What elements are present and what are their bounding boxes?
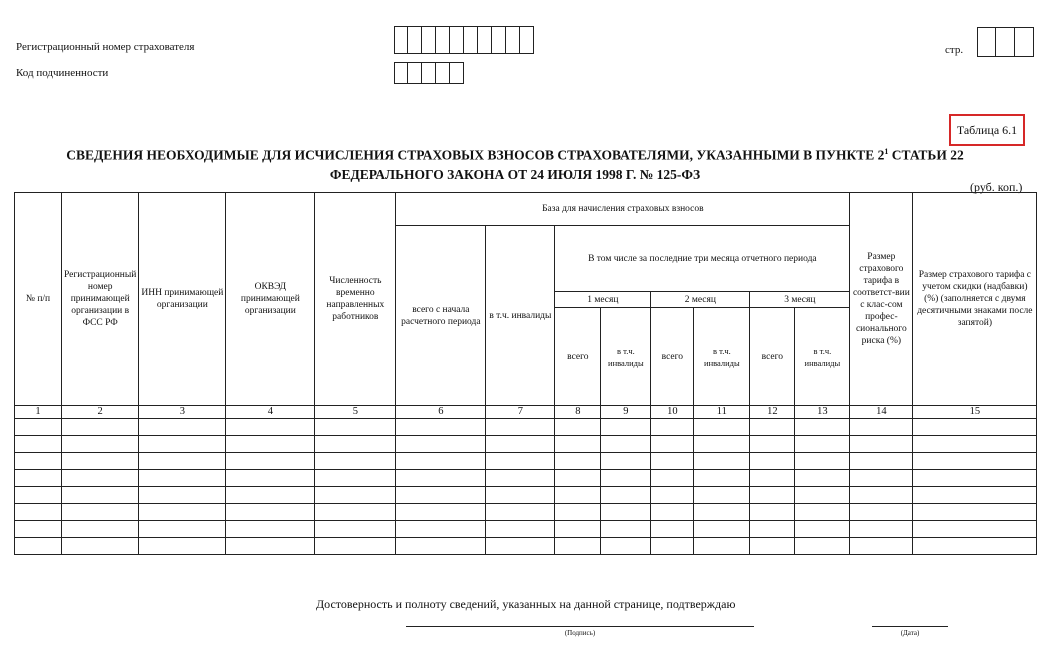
table-cell[interactable]	[913, 419, 1037, 436]
table-cell[interactable]	[850, 521, 913, 538]
table-cell[interactable]	[850, 470, 913, 487]
table-cell[interactable]	[226, 487, 315, 504]
column-number-row	[15, 406, 1037, 419]
table-cell[interactable]	[15, 521, 62, 538]
table-cell[interactable]	[396, 487, 486, 504]
table-cell[interactable]	[913, 453, 1037, 470]
table-cell[interactable]	[795, 504, 850, 521]
table-cell[interactable]	[486, 470, 555, 487]
header-tariff-discount: Размер страхового тарифа с учетом скидки (надбавки) (%) (заполняется с двумя десятичными знаками после запятой)	[913, 193, 1037, 406]
table-cell[interactable]	[750, 538, 795, 555]
document-title	[40, 142, 990, 184]
column-number: 15	[913, 406, 1037, 419]
table-cell[interactable]	[651, 538, 694, 555]
table-cell[interactable]	[750, 419, 795, 436]
header-employee-count: Численность временно направленных работников	[315, 193, 396, 406]
char-cell[interactable]	[464, 26, 478, 54]
table-cell[interactable]	[913, 436, 1037, 453]
table-cell[interactable]	[396, 436, 486, 453]
date-caption: (Дата)	[900, 629, 920, 637]
table-cell[interactable]	[396, 470, 486, 487]
table-cell[interactable]	[62, 504, 139, 521]
subordination-code-field[interactable]	[394, 62, 464, 84]
confirmation-text: Достоверность и полноту сведений, указанных на данной странице, подтверждаю	[316, 597, 736, 611]
table-cell[interactable]	[486, 521, 555, 538]
table-cell[interactable]	[139, 436, 226, 453]
table-cell[interactable]	[795, 538, 850, 555]
title-superscript: 1	[884, 147, 889, 156]
table-cell[interactable]	[795, 487, 850, 504]
table-cell[interactable]	[62, 453, 139, 470]
table-cell[interactable]	[15, 487, 62, 504]
header-inn: ИНН принимающей организации	[139, 193, 226, 406]
table-cell[interactable]	[15, 436, 62, 453]
table-cell[interactable]	[750, 504, 795, 521]
table-cell[interactable]	[555, 487, 601, 504]
table-cell[interactable]	[15, 419, 62, 436]
column-number: 14	[850, 406, 913, 419]
table-cell[interactable]	[15, 453, 62, 470]
header-total-since-start: всего с начала расчетного периода	[396, 226, 486, 406]
table-cell[interactable]	[694, 521, 750, 538]
table-cell[interactable]	[555, 521, 601, 538]
table-cell[interactable]	[139, 521, 226, 538]
table-cell[interactable]	[315, 436, 396, 453]
subordination-code-label: Код подчиненности	[16, 67, 109, 79]
char-cell[interactable]	[436, 26, 450, 54]
table-cell[interactable]	[226, 521, 315, 538]
table-cell[interactable]	[315, 538, 396, 555]
reg-number-label: Регистрационный номер страхователя	[16, 41, 195, 53]
table-row	[15, 487, 1037, 504]
reg-number-field[interactable]	[394, 26, 534, 54]
char-cell[interactable]	[408, 62, 422, 84]
column-number: 5	[315, 406, 396, 419]
header-m2-total: всего	[651, 308, 694, 406]
title-line2: ФЕДЕРАЛЬНОГО ЗАКОНА ОТ 24 ИЮЛЯ 1998 Г. № 125-ФЗ	[329, 166, 701, 182]
header-m1-total: всего	[555, 308, 601, 406]
table-cell[interactable]	[396, 419, 486, 436]
table-cell[interactable]	[601, 487, 651, 504]
table-cell[interactable]	[694, 419, 750, 436]
table-cell[interactable]	[601, 504, 651, 521]
char-cell[interactable]	[506, 26, 520, 54]
table-cell[interactable]	[913, 487, 1037, 504]
table-row	[15, 470, 1037, 487]
table-cell[interactable]	[795, 453, 850, 470]
table-cell[interactable]	[850, 453, 913, 470]
table-cell[interactable]	[555, 470, 601, 487]
column-number: 9	[601, 406, 651, 419]
header-m2-disabled: в т.ч. инвалиды	[694, 308, 750, 406]
table-cell[interactable]	[601, 538, 651, 555]
table-cell[interactable]	[396, 453, 486, 470]
table-cell[interactable]	[315, 470, 396, 487]
table-cell[interactable]	[651, 436, 694, 453]
table-cell[interactable]	[62, 521, 139, 538]
column-number: 4	[226, 406, 315, 419]
char-cell[interactable]	[436, 62, 450, 84]
char-cell[interactable]	[478, 26, 492, 54]
page-number-field[interactable]	[977, 27, 1034, 57]
table-row	[15, 436, 1037, 453]
header-tariff-class: Размер страхового тарифа в соответст-вии с клас-сом профес-сионального риска (%)	[850, 193, 913, 406]
table-cell[interactable]	[601, 453, 651, 470]
header-incl-disabled: в т.ч. инвалиды	[486, 226, 555, 406]
char-cell[interactable]	[450, 26, 464, 54]
table-cell[interactable]	[750, 521, 795, 538]
char-cell[interactable]	[492, 26, 506, 54]
table-cell[interactable]	[315, 504, 396, 521]
table-cell[interactable]	[750, 487, 795, 504]
header-last-three-months: В том числе за последние три месяца отчетного периода	[555, 226, 850, 292]
table-cell[interactable]	[226, 453, 315, 470]
char-cell[interactable]	[394, 62, 408, 84]
table-cell[interactable]	[62, 470, 139, 487]
header-m1-disabled: в т.ч. инвалиды	[601, 308, 651, 406]
header-reg-number: Регистрационный номер принимающей организации в ФСС РФ	[62, 193, 139, 406]
page-label: стр.	[945, 44, 964, 56]
column-number: 2	[62, 406, 139, 419]
signature-caption: (Подпись)	[564, 629, 596, 637]
table-cell[interactable]	[795, 436, 850, 453]
table-cell[interactable]	[315, 453, 396, 470]
table-cell[interactable]	[601, 521, 651, 538]
table-cell[interactable]	[601, 436, 651, 453]
header-base-group: База для начисления страховых взносов	[396, 193, 850, 226]
column-number: 12	[750, 406, 795, 419]
table-cell[interactable]	[651, 504, 694, 521]
table-cell[interactable]	[15, 538, 62, 555]
char-cell[interactable]	[408, 26, 422, 54]
table-cell[interactable]	[62, 538, 139, 555]
table-cell[interactable]	[226, 436, 315, 453]
title-line1-end: СТАТЬИ 22	[888, 147, 964, 163]
column-number: 1	[15, 406, 62, 419]
table-cell[interactable]	[555, 538, 601, 555]
table-cell[interactable]	[694, 436, 750, 453]
table-cell[interactable]	[315, 521, 396, 538]
table-cell[interactable]	[651, 453, 694, 470]
table-cell[interactable]	[694, 453, 750, 470]
table-cell[interactable]	[850, 436, 913, 453]
header-month-1: 1 месяц	[555, 292, 651, 308]
table-cell[interactable]	[913, 521, 1037, 538]
table-row	[15, 453, 1037, 470]
table-row	[15, 538, 1037, 555]
char-cell[interactable]	[996, 27, 1015, 57]
header-okved: ОКВЭД принимающей организации	[226, 193, 315, 406]
table-cell[interactable]	[139, 470, 226, 487]
table-cell[interactable]	[139, 419, 226, 436]
table-cell[interactable]	[15, 470, 62, 487]
table-cell[interactable]	[396, 538, 486, 555]
table-cell[interactable]	[396, 504, 486, 521]
table-cell[interactable]	[226, 470, 315, 487]
data-table	[14, 192, 1037, 555]
column-number: 8	[555, 406, 601, 419]
table-cell[interactable]	[601, 419, 651, 436]
table-row	[15, 521, 1037, 538]
table-cell[interactable]	[850, 419, 913, 436]
table-cell[interactable]	[694, 487, 750, 504]
table-cell[interactable]	[226, 504, 315, 521]
char-cell[interactable]	[977, 27, 996, 57]
table-cell[interactable]	[315, 419, 396, 436]
table-cell[interactable]	[694, 470, 750, 487]
char-cell[interactable]	[450, 62, 464, 84]
table-cell[interactable]	[850, 504, 913, 521]
table-cell[interactable]	[396, 521, 486, 538]
table-cell[interactable]	[913, 504, 1037, 521]
table-cell[interactable]	[486, 419, 555, 436]
table-cell[interactable]	[226, 419, 315, 436]
column-number: 7	[486, 406, 555, 419]
table-cell[interactable]	[651, 470, 694, 487]
table-cell[interactable]	[694, 504, 750, 521]
char-cell[interactable]	[422, 26, 436, 54]
table-cell[interactable]	[750, 436, 795, 453]
table-cell[interactable]	[601, 470, 651, 487]
table-cell[interactable]	[651, 521, 694, 538]
table-cell[interactable]	[62, 487, 139, 504]
units-label: (руб. коп.)	[970, 180, 1023, 194]
table-cell[interactable]	[486, 487, 555, 504]
header-m3-disabled: в т.ч. инвалиды	[795, 308, 850, 406]
table-cell[interactable]	[750, 470, 795, 487]
column-number: 10	[651, 406, 694, 419]
table-cell[interactable]	[555, 504, 601, 521]
header-row-number: № п/п	[15, 193, 62, 406]
table-cell[interactable]	[913, 538, 1037, 555]
char-cell[interactable]	[1015, 27, 1034, 57]
table-cell[interactable]	[62, 419, 139, 436]
table-cell[interactable]	[555, 436, 601, 453]
signature-line[interactable]	[406, 626, 754, 627]
char-cell[interactable]	[422, 62, 436, 84]
column-number: 3	[139, 406, 226, 419]
table-cell[interactable]	[795, 521, 850, 538]
table-cell[interactable]	[486, 504, 555, 521]
date-line[interactable]	[872, 626, 948, 627]
table-cell[interactable]	[15, 504, 62, 521]
table-cell[interactable]	[226, 538, 315, 555]
table-cell[interactable]	[139, 504, 226, 521]
column-number: 6	[396, 406, 486, 419]
table-cell[interactable]	[62, 436, 139, 453]
table-row	[15, 504, 1037, 521]
table-cell[interactable]	[139, 538, 226, 555]
table-cell[interactable]	[139, 487, 226, 504]
table-cell[interactable]	[486, 538, 555, 555]
table-cell[interactable]	[651, 487, 694, 504]
title-line1: СВЕДЕНИЯ НЕОБХОДИМЫЕ ДЛЯ ИСЧИСЛЕНИЯ СТРАХОВЫХ ВЗНОСОВ СТРАХОВАТЕЛЯМИ, УКАЗАННЫМИ В ПУНКТЕ 2	[66, 147, 885, 163]
header-month-3: 3 месяц	[750, 292, 850, 308]
table-row	[15, 419, 1037, 436]
table-cell[interactable]	[486, 453, 555, 470]
table-cell[interactable]	[651, 419, 694, 436]
char-cell[interactable]	[520, 26, 534, 54]
table-cell[interactable]	[850, 487, 913, 504]
header-month-2: 2 месяц	[651, 292, 750, 308]
table-cell[interactable]	[315, 487, 396, 504]
table-cell[interactable]	[913, 470, 1037, 487]
table-cell[interactable]	[139, 453, 226, 470]
table-cell[interactable]	[795, 470, 850, 487]
table-number-text: Таблица 6.1	[956, 122, 1018, 137]
table-cell[interactable]	[486, 436, 555, 453]
column-number: 11	[694, 406, 750, 419]
header-m3-total: всего	[750, 308, 795, 406]
char-cell[interactable]	[394, 26, 408, 54]
table-cell[interactable]	[694, 538, 750, 555]
table-cell[interactable]	[555, 419, 601, 436]
table-cell[interactable]	[850, 538, 913, 555]
table-cell[interactable]	[750, 453, 795, 470]
table-cell[interactable]	[795, 419, 850, 436]
column-number: 13	[795, 406, 850, 419]
table-cell[interactable]	[555, 453, 601, 470]
